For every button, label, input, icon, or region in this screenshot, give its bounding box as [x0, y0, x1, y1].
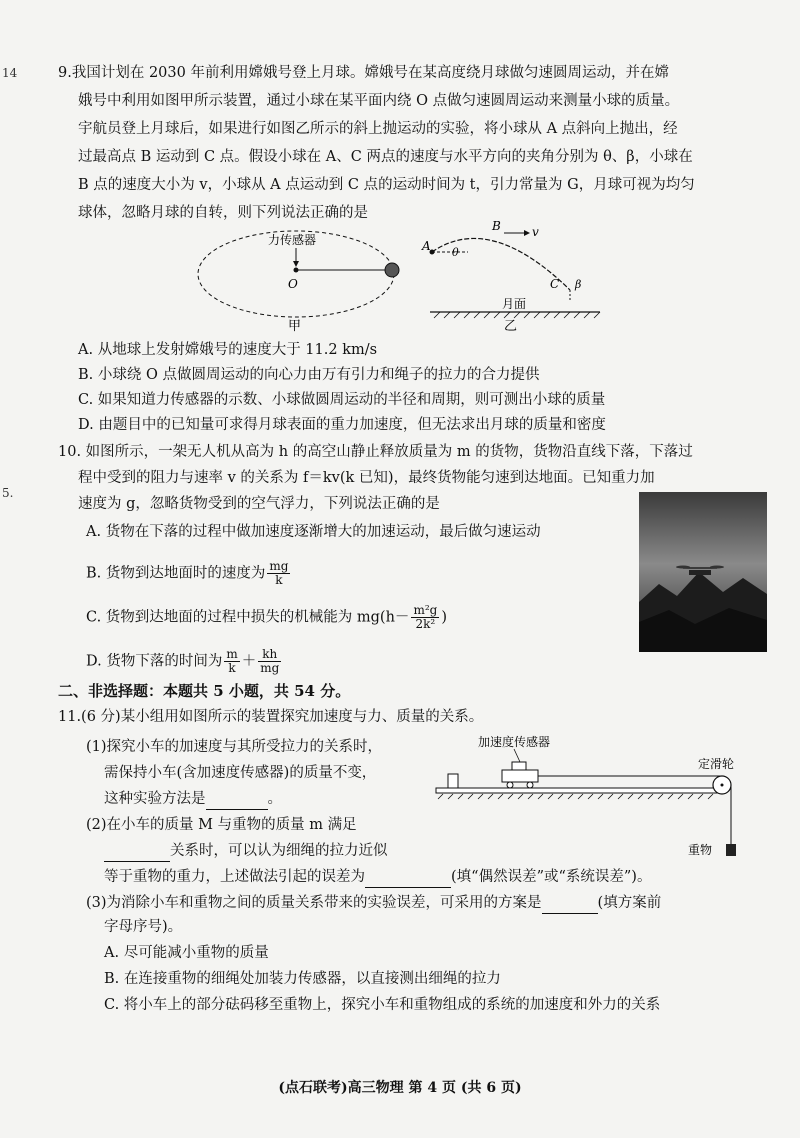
- arrow-head-icon: [524, 230, 530, 236]
- q11-part1-line: 需保持小车(含加速度传感器)的质量不变，: [104, 765, 377, 781]
- q10-option-a: A. 货物在下落的过程中做加速度逐渐增大的加速运动，最后做匀速运动: [86, 524, 541, 540]
- q11-part3-line: (3)为消除小车和重物之间的质量关系带来的实验误差，可采用的方案是 (填方案前: [86, 893, 661, 914]
- apparatus-figure: [430, 732, 750, 862]
- accel-sensor-label: 加速度传感器: [478, 735, 551, 749]
- surface-hatching: [434, 312, 600, 318]
- q11-option-a: A. 尽可能减小重物的质量: [104, 945, 269, 961]
- q11-intro: 11.(6 分)某小组用如图所示的装置探究加速度与力、质量的关系。: [58, 709, 484, 725]
- fraction: $\frac{\text{m²g}}{\text{2k²}}$: [413, 603, 438, 631]
- answer-blank[interactable]: [104, 841, 170, 862]
- q9-option-d: D. 由题目中的已知量可求得月球表面的重力加速度，但无法求出月球的质量和密度: [78, 417, 606, 433]
- fraction: $\frac{m}{k}$: [226, 647, 238, 675]
- q9-option-c: C. 如果知道力传感器的示数、小球做圆周运动的半径和周期，则可测出小球的质量: [78, 392, 606, 408]
- sensor-box: [512, 762, 526, 770]
- q9-text-line: 球体，忽略月球的自转，则下列说法正确的是: [78, 205, 368, 221]
- table-hatching: [438, 794, 713, 799]
- section-heading: 二、非选择题：本题共 5 小题，共 54 分。: [58, 682, 351, 700]
- ball-icon: [385, 263, 399, 277]
- answer-blank[interactable]: [365, 867, 451, 888]
- page-footer: (点石联考)高三物理 第 4 页 (共 6 页): [278, 1080, 522, 1096]
- figure-yi: [420, 220, 610, 334]
- q11-part3-line: 字母序号)。: [104, 919, 183, 935]
- answer-blank[interactable]: [542, 893, 598, 914]
- fraction: $\frac{mg}{k}$: [269, 559, 289, 587]
- q9-text-line: 娥号中利用如图甲所示装置，通过小球在某平面内绕 O 点做匀速圆周运动来测量小球的质量。: [78, 93, 680, 109]
- v-label: v: [532, 225, 539, 239]
- track-board: [436, 788, 726, 793]
- margin-mark: 14: [2, 66, 18, 80]
- q10-text-line: 速度为 g，忽略货物受到的空气浮力，下列说法正确的是: [78, 496, 440, 512]
- margin-mark: 5.: [2, 486, 14, 500]
- moon-surface-label: 月面: [502, 297, 527, 311]
- stopper-block: [448, 774, 458, 788]
- point-c-label: C: [550, 277, 560, 291]
- pulley-label: 定滑轮: [698, 757, 735, 771]
- o-label: O: [288, 277, 298, 291]
- label-leader: [514, 749, 520, 762]
- answer-blank[interactable]: [206, 789, 268, 810]
- q9-option-b: B. 小球绕 O 点做圆周运动的向心力由万有引力和绳子的拉力的合力提供: [78, 367, 540, 383]
- figure-jia: [190, 222, 420, 334]
- q9-text-line: 宇航员登上月球后，如果进行如图乙所示的斜上抛运动的实验，将小球从 A 点斜向上抛出，经: [78, 121, 678, 137]
- q10-text-line: 10. 如图所示，一架无人机从高为 h 的高空山静止释放质量为 m 的货物，货物沿直线下落，下落过: [58, 444, 693, 460]
- drone-photo: [639, 492, 767, 652]
- figure-jia-caption: 甲: [288, 319, 302, 334]
- q11-part1-line: (1)探究小车的加速度与其所受拉力的关系时，: [86, 739, 383, 755]
- weight-label: 重物: [688, 843, 713, 857]
- q10-option-c: C. 货物到达地面的过程中损失的机械能为 mg(h－ $\frac{\text{m²g}}{\text{2k²}}$ ): [86, 603, 447, 631]
- theta-label: θ: [452, 246, 459, 259]
- arrow-head-icon: [293, 261, 299, 267]
- cart-wheel: [527, 782, 533, 788]
- q11-part2-line: 等于重物的重力，上述做法引起的误差为 (填“偶然误差”或“系统误差”)。: [104, 867, 651, 888]
- q9-text-line: B 点的速度大小为 v，小球从 A 点运动到 C 点的运动时间为 t，引力常量为 G，月球可视为均匀: [78, 177, 695, 193]
- q11-part2-line: (2)在小车的质量 M 与重物的质量 m 满足: [86, 817, 357, 833]
- q11-option-c: C. 将小车上的部分砝码移至重物上，探究小车和重物组成的系统的加速度和外力的关系: [104, 997, 661, 1013]
- weight-block: [726, 844, 736, 856]
- q11-part1-line: 这种实验方法是 。: [104, 789, 282, 810]
- q9-option-a: A. 从地球上发射嫦娥号的速度大于 11.2 km/s: [78, 342, 378, 358]
- q9-text-line: 过最高点 B 运动到 C 点。假设小球在 A、C 两点的速度与水平方向的夹角分别为 θ、β，小球在: [78, 149, 693, 165]
- fraction: $\frac{kh}{mg}$: [260, 647, 280, 675]
- point-a-label: A: [422, 239, 431, 253]
- point-b-label: B: [492, 220, 501, 233]
- q11-part2-line: 关系时，可以认为细绳的拉力近似: [104, 841, 388, 862]
- q10-option-d: D. 货物下落的时间为 $\frac{m}{k}$ ＋ $\frac{kh}{mg}$: [86, 647, 280, 675]
- figure-yi-caption: 乙: [504, 319, 518, 334]
- beta-label: β: [575, 278, 582, 291]
- q9-text-line: 9.我国计划在 2030 年前利用嫦娥号登上月球。嫦娥号在某高度绕月球做匀速圆周运动，并在嫦: [58, 65, 669, 81]
- cart-wheel: [507, 782, 513, 788]
- q10-option-b: B. 货物到达地面时的速度为 $\frac{mg}{k}$: [86, 559, 289, 587]
- q10-text-line: 程中受到的阻力与速率 v 的关系为 f＝kv(k 已知)，最终货物能匀速到达地面。已知重力加: [78, 470, 655, 486]
- cart-body: [502, 770, 538, 782]
- force-sensor-label: 力传感器: [268, 233, 317, 247]
- q11-option-b: B. 在连接重物的细绳处加装力传感器，以直接测出细绳的拉力: [104, 971, 501, 987]
